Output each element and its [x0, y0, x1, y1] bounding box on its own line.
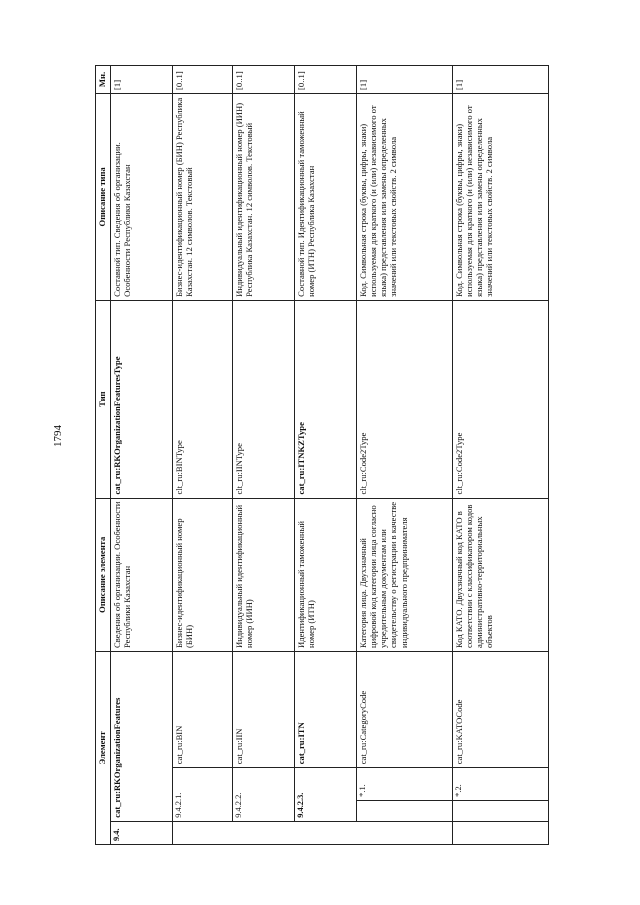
table-header-row — [96, 66, 111, 845]
row-number: 9.4.2.1. — [173, 768, 233, 821]
row-number: 9.4. — [111, 821, 173, 844]
type-description: Индивидуальный идентификационный номер (ИИН) Республика Казахстан. 12 символов. Текстовый — [233, 93, 295, 300]
indent-cell — [173, 821, 233, 844]
element-name: cat_ru:ITN — [295, 652, 357, 768]
indent-cell — [233, 821, 295, 844]
multiplicity: [1] — [453, 66, 549, 94]
type-description: Код. Символьная строка (буквы, цифры, знаки) используемая для краткого (и (или) независимого от языка) представления или замены определенных значений или текстовых свойств. 2 символа — [453, 93, 549, 300]
indent-cell — [295, 821, 357, 844]
element-name: cat_ru:KATOCode — [453, 652, 549, 768]
element-type: cat_ru:RKOrganizationFeaturesType — [111, 300, 173, 498]
table-row — [357, 66, 453, 845]
indent-cell — [453, 821, 549, 844]
multiplicity: [1] — [111, 66, 173, 94]
element-description: Идентификационный таможенный номер (ИТН) — [295, 498, 357, 651]
element-type: clt_ru:IINType — [233, 300, 295, 498]
table-row — [453, 66, 549, 845]
header-mn: Мн. — [96, 66, 111, 94]
element-type: clt_ru:Code2Type — [357, 300, 453, 498]
element-description: Бизнес-идентификационный номер (БИН) — [173, 498, 233, 651]
element-name: cat_ru:RKOrganizationFeatures — [111, 652, 173, 822]
page-number: 1794 — [52, 425, 64, 447]
header-element: Элемент — [96, 652, 111, 845]
type-description: Составной тип. Сведения об организации. Особенности Республики Казахстан — [111, 93, 173, 300]
rotated-table-frame — [95, 65, 535, 845]
type-description: Составной тип. Идентификационный таможенный номер (ИТН) Республика Казахстан — [295, 93, 357, 300]
element-name: cat_ru:CategoryCode — [357, 652, 453, 768]
table-row — [111, 66, 173, 845]
multiplicity: [0..1] — [173, 66, 233, 94]
row-number: *.2. — [453, 768, 549, 801]
multiplicity: [0..1] — [233, 66, 295, 94]
type-description: Код. Символьная строка (буквы, цифры, знаки) используемая для краткого (и (или) независимого от языка) представления или замены определенных значений или текстовых свойств. 2 символа — [357, 93, 453, 300]
schema-table-container — [95, 65, 535, 845]
multiplicity: [0..1] — [295, 66, 357, 94]
row-number: *.1. — [357, 768, 453, 801]
element-name: cat_ru:IIN — [233, 652, 295, 768]
element-type: clt_ru:BINType — [173, 300, 233, 498]
element-description: Индивидуальный идентификационный номер (ИИН) — [233, 498, 295, 651]
indent-cell — [357, 821, 453, 844]
multiplicity: [1] — [357, 66, 453, 94]
schema-table — [95, 65, 549, 845]
element-name: cat_ru:BIN — [173, 652, 233, 768]
table-row — [295, 66, 357, 845]
header-type-desc: Описание типа — [96, 93, 111, 300]
type-description: Бизнес-идентификационный номер (БИН) Республика Казахстан. 12 символов. Текстовый — [173, 93, 233, 300]
row-number: 9.4.2.3. — [295, 768, 357, 821]
indent-cell — [357, 800, 453, 821]
header-element-desc: Описание элемента — [96, 498, 111, 651]
element-description: Категория лица. Двухзначный цифровой код категории лица согласно учредительным документам или свидетельству о регистрации в качестве индивидуального предпринимателя — [357, 498, 453, 651]
element-type: clt_ru:Code2Type — [453, 300, 549, 498]
indent-cell — [453, 800, 549, 821]
table-row — [173, 66, 233, 845]
element-description: Код КАТО. Двухзначный код КАТО в соответствии с классификатором кодов административно-территориальных объектов — [453, 498, 549, 651]
table-row — [233, 66, 295, 845]
row-number: 9.4.2.2. — [233, 768, 295, 821]
element-description: Сведения об организации. Особенности Республики Казахстан — [111, 498, 173, 651]
header-type: Тип — [96, 300, 111, 498]
element-type: cat_ru:ITNKZType — [295, 300, 357, 498]
